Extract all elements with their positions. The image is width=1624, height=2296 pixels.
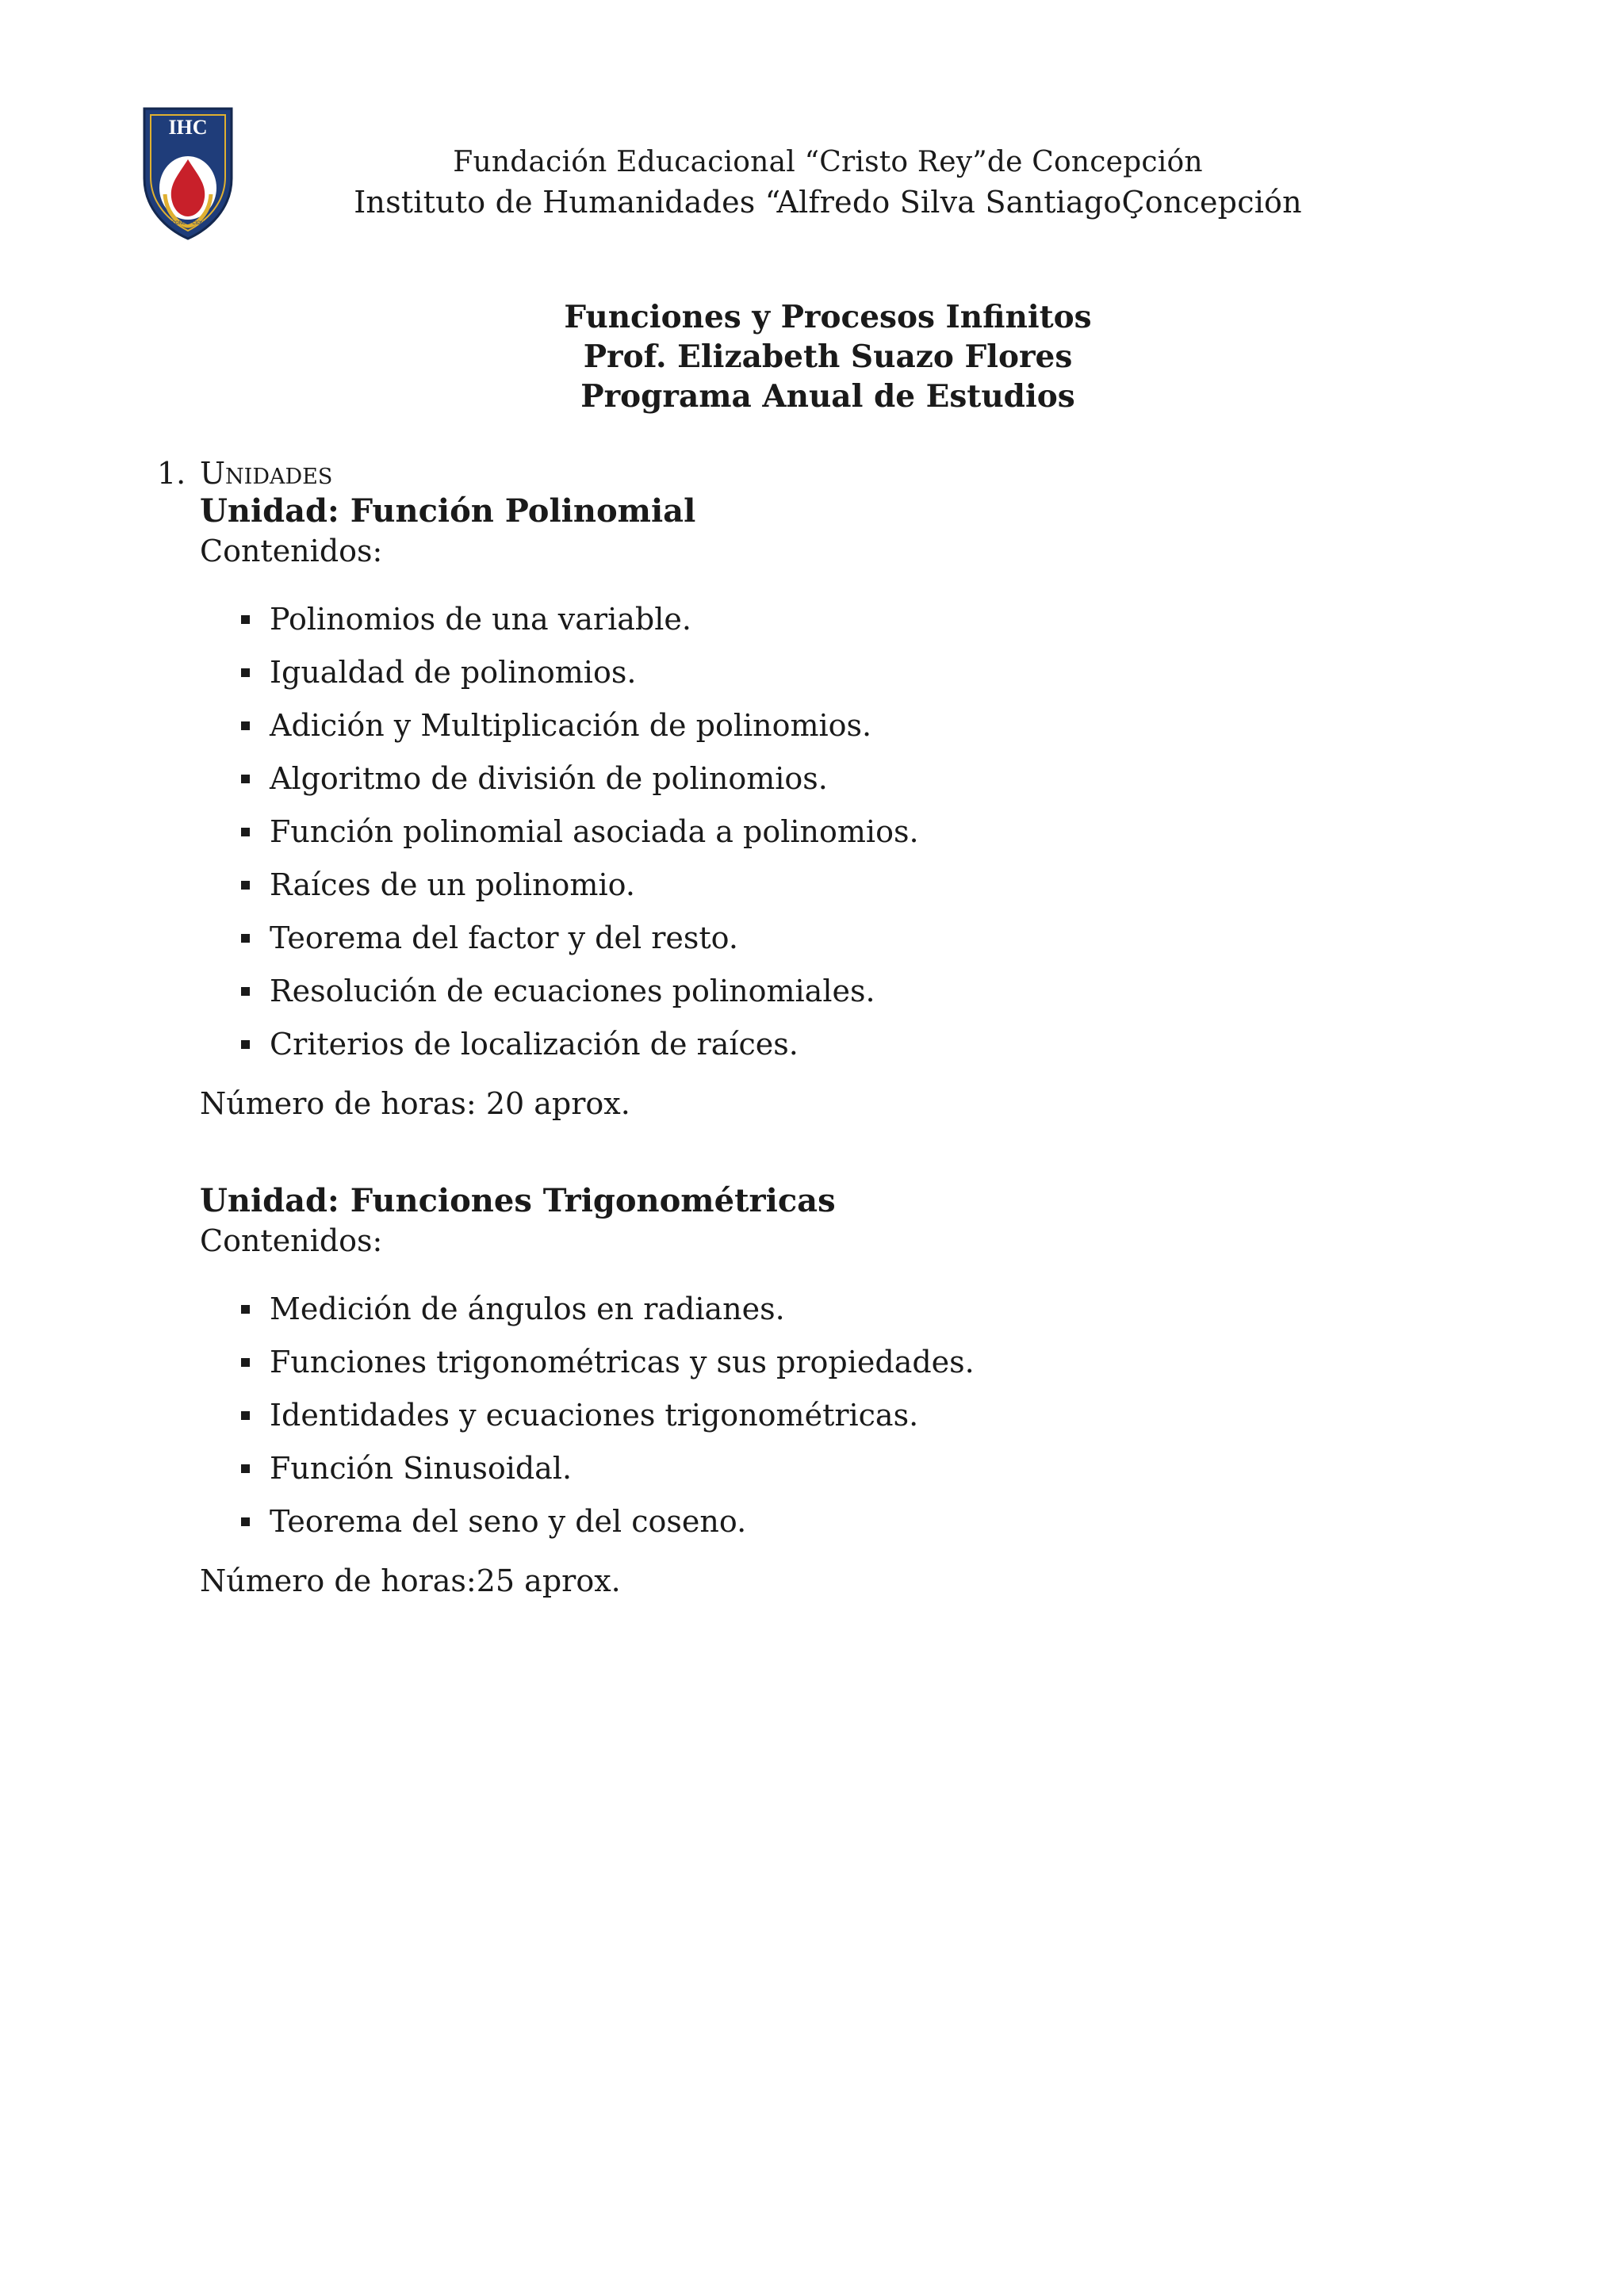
bullet-icon xyxy=(241,934,250,943)
list-item: Criterios de localización de raíces. xyxy=(200,1018,919,1071)
bullet-icon xyxy=(241,615,250,624)
unit-title: Unidad: Función Polinomial xyxy=(200,492,696,530)
list-item: Algoritmo de división de polinomios. xyxy=(200,752,919,806)
list-item: Adición y Multiplicación de polinomios. xyxy=(200,699,919,752)
list-item: Polinomios de una variable. xyxy=(200,593,919,646)
bullet-icon xyxy=(241,987,250,996)
bullet-icon xyxy=(241,1464,250,1473)
list-item: Identidades y ecuaciones trigonométricas. xyxy=(200,1389,975,1442)
bullet-icon xyxy=(241,828,250,836)
list-item: Teorema del seno y del coseno. xyxy=(200,1495,975,1548)
bullet-icon xyxy=(241,668,250,677)
bullet-icon xyxy=(241,881,250,890)
unit-polynomial xyxy=(200,492,919,1154)
list-item: Medición de ángulos en radianes. xyxy=(200,1283,975,1336)
bullet-icon xyxy=(241,1517,250,1526)
section-heading xyxy=(157,456,332,491)
contents-list xyxy=(200,1283,975,1548)
list-item: Función polinomial asociada a polinomios. xyxy=(200,806,919,859)
list-item: Resolución de ecuaciones polinomiales. xyxy=(200,965,919,1018)
bullet-icon xyxy=(241,1040,250,1049)
list-item: Raíces de un polinomio. xyxy=(200,859,919,912)
unit-hours: Número de horas: 20 aprox. xyxy=(200,1086,630,1121)
logo-caption: CONCEPCION xyxy=(171,221,205,226)
list-item: Funciones trigonométricas y sus propiedades. xyxy=(200,1336,975,1389)
bullet-icon xyxy=(241,1411,250,1420)
contents-label: Contenidos: xyxy=(200,1223,383,1258)
unit-hours: Número de horas:25 aprox. xyxy=(200,1563,621,1598)
list-item: Igualdad de polinomios. xyxy=(200,646,919,699)
bullet-icon xyxy=(241,1305,250,1314)
section-number: 1. xyxy=(157,456,186,491)
logo-text: IHC xyxy=(168,116,208,139)
list-item: Función Sinusoidal. xyxy=(200,1442,975,1495)
bullet-icon xyxy=(241,775,250,783)
program-title: Programa Anual de Estudios xyxy=(580,378,1075,415)
unit-title: Unidad: Funciones Trigonométricas xyxy=(200,1182,836,1219)
course-title: Funciones y Procesos Infinitos xyxy=(564,299,1092,335)
institution-foundation: Fundación Educacional “Cristo Rey”de Concepción xyxy=(453,146,1203,178)
institution-institute: Instituto de Humanidades “Alfredo Silva SantiagoÇoncepción xyxy=(354,185,1302,220)
contents-list xyxy=(200,593,919,1071)
section-title: Unidades xyxy=(200,456,333,491)
bullet-icon xyxy=(241,1358,250,1367)
professor-name: Prof. Elizabeth Suazo Flores xyxy=(583,339,1073,375)
unit-trigonometric xyxy=(200,1181,975,1631)
bullet-icon xyxy=(241,721,250,730)
list-item: Teorema del factor y del resto. xyxy=(200,912,919,965)
contents-label: Contenidos: xyxy=(200,534,383,568)
